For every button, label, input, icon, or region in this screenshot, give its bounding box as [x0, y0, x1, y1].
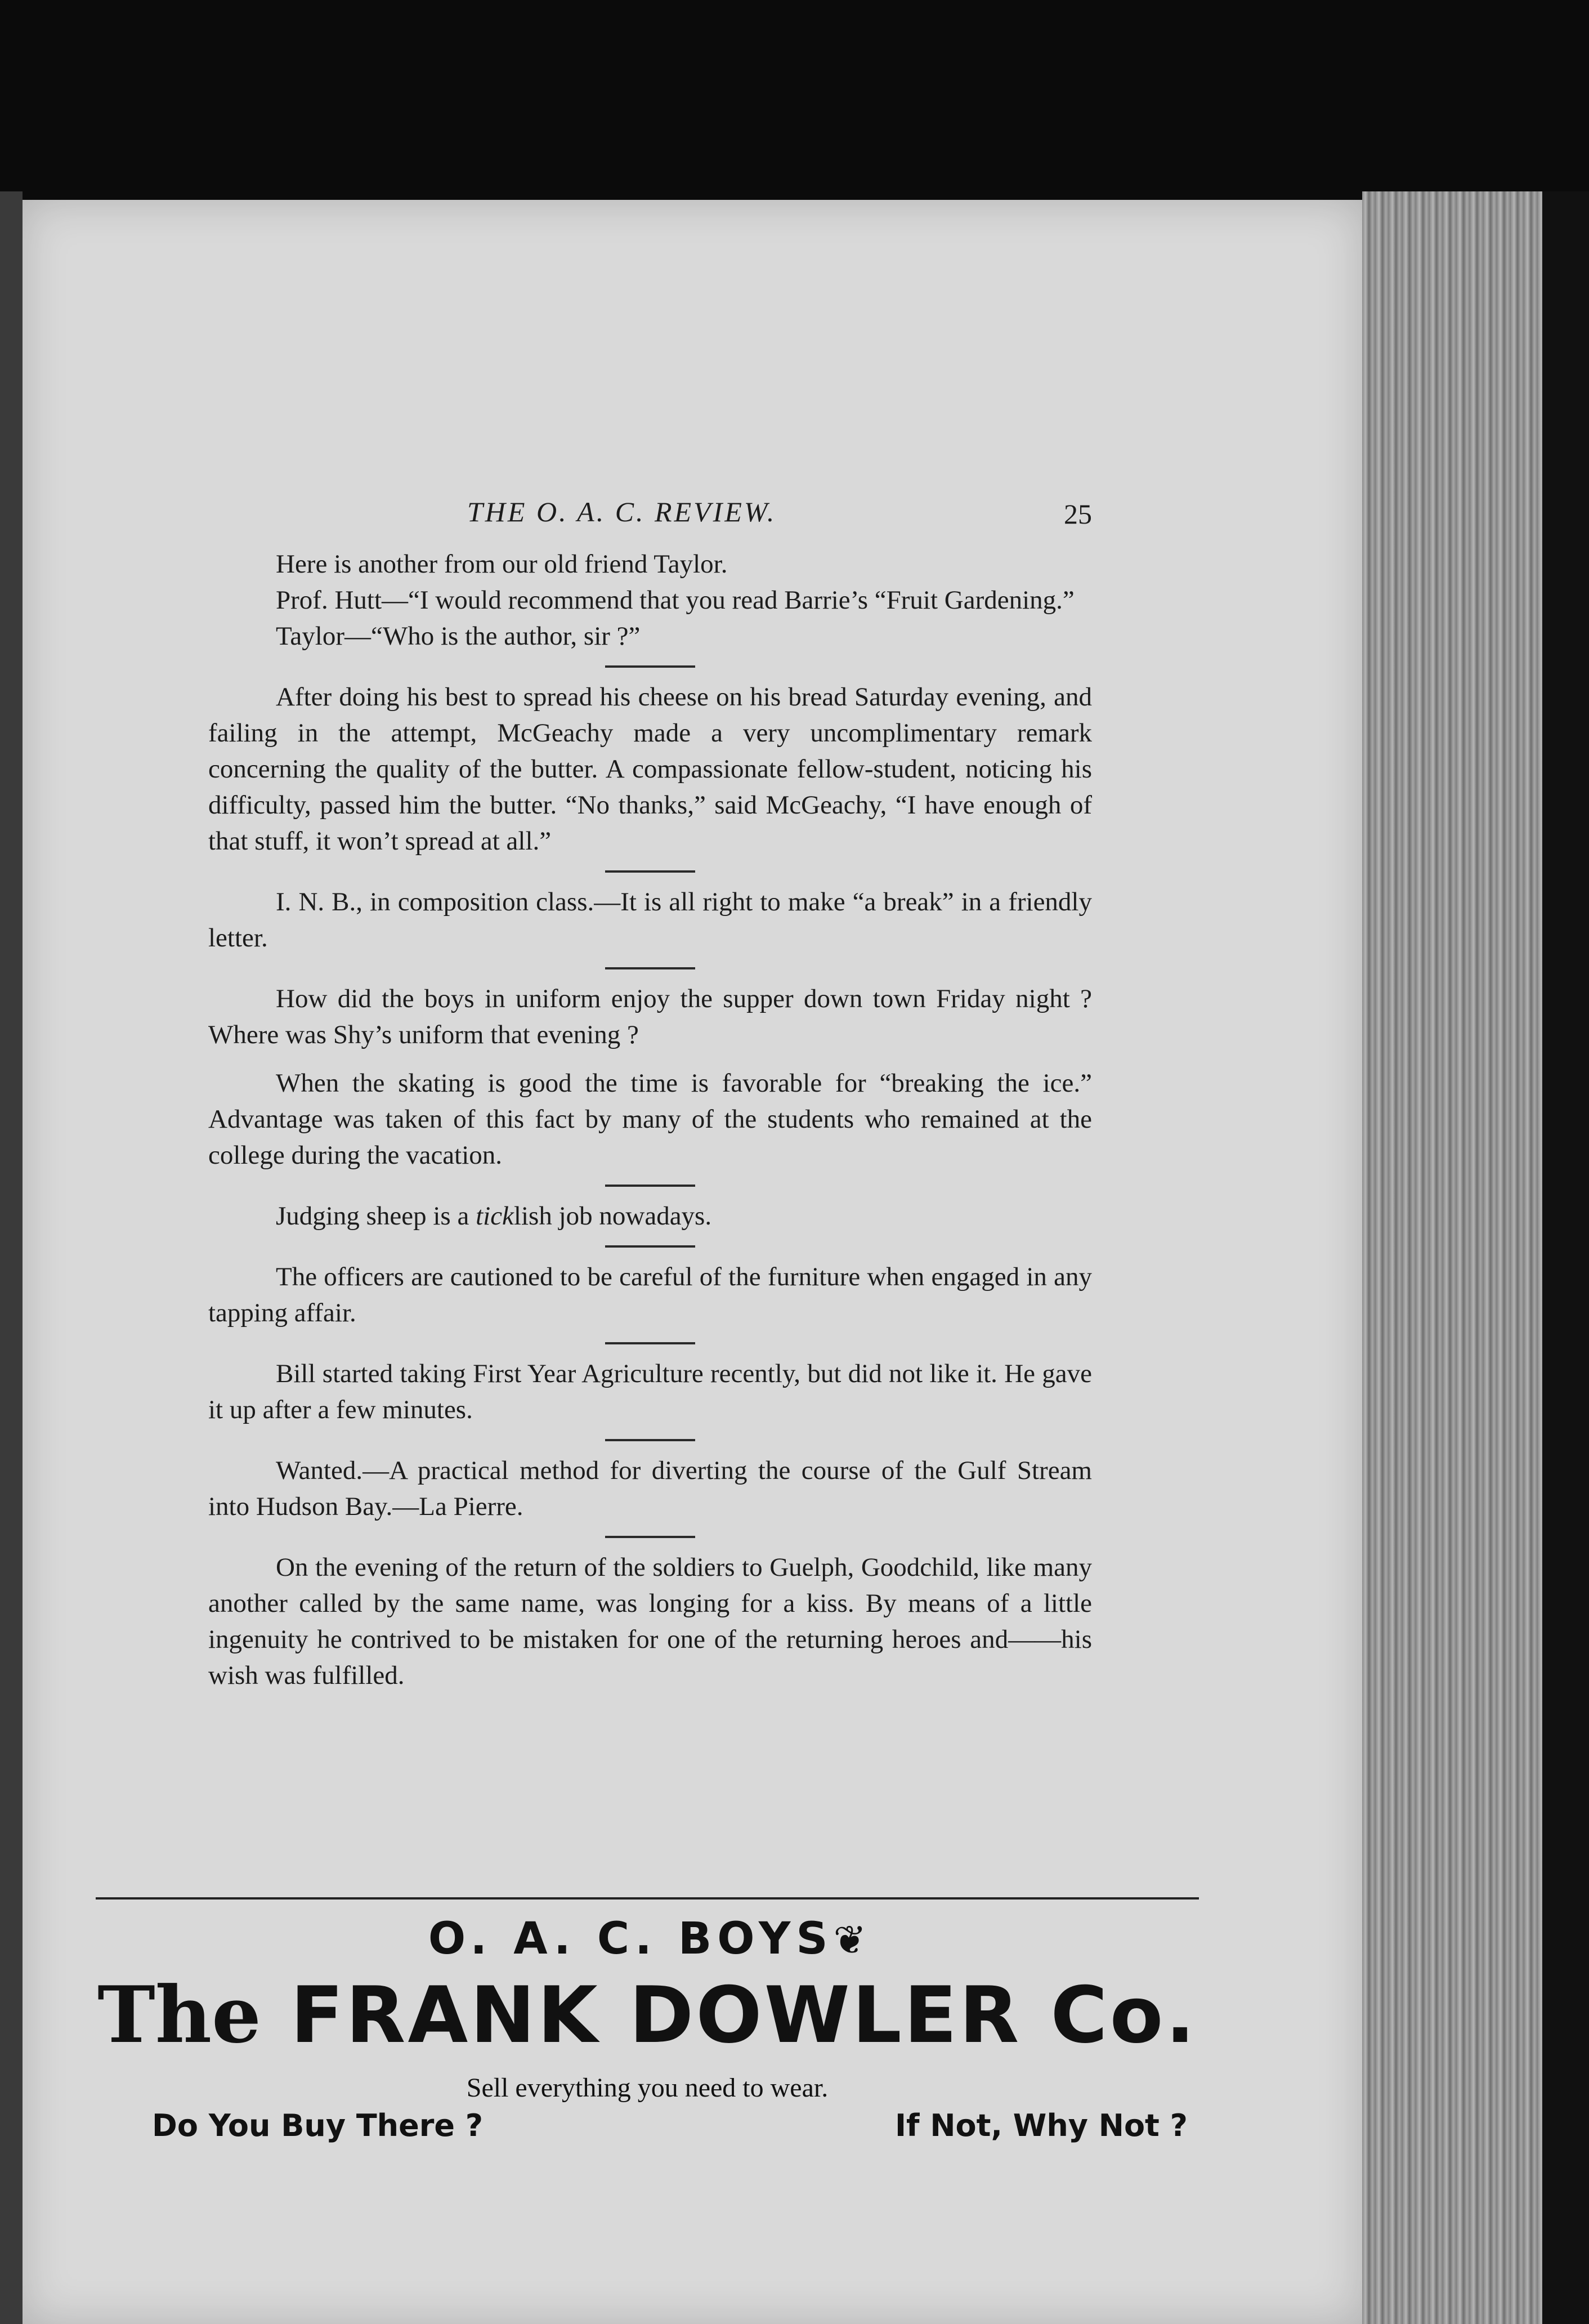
journal-title: THE O. A. C. REVIEW.	[467, 496, 777, 528]
ad-questions	[96, 2108, 1199, 2153]
separator-rule	[605, 967, 695, 969]
paragraph-uniform-supper: How did the boys in uniform enjoy the supper down town Friday night ? Where was Shy’s uniform that evening ?	[208, 984, 1092, 1049]
separator-rule	[605, 1185, 695, 1187]
paragraph-officers: The officers are cautioned to be careful of the furniture when engaged in any tapping affair.	[208, 1262, 1092, 1328]
separator-rule	[605, 1342, 695, 1344]
paragraph-wanted: Wanted.—A practical method for diverting the course of the Gulf Stream into Hudson Bay.—La Pierre.	[208, 1456, 1092, 1521]
ad-company-name	[96, 1967, 1199, 2063]
ad-tagline: Sell everything you need to wear.	[466, 2073, 829, 2103]
text-fragment: lish job nowadays.	[513, 1201, 712, 1231]
separator-rule	[605, 870, 695, 873]
italic-fragment: tick	[476, 1201, 514, 1231]
advertisement	[96, 1897, 1199, 2153]
text-fragment: Judging sheep is a	[276, 1201, 476, 1231]
ad-top-line	[96, 1911, 1199, 1967]
paragraph-mcgeachy: After doing his best to spread his cheese on his bread Saturday evening, and failing in the attempt, McGeachy made a very uncomplimentary remark concerning the quality of the butter. A compassionate fellow-student, noticing his difficulty, passed him the butter. “No thanks,” said McGeachy, “I have enough of that stuff, it won’t spread at all.”	[208, 682, 1092, 856]
paragraph-composition-class: I. N. B., in composition class.—It is all right to make “a break” in a friendly letter.	[208, 887, 1092, 953]
paragraph-prof-hutt: Prof. Hutt—“I would recommend that you read Barrie’s “Fruit Gardening.”	[276, 586, 1075, 615]
running-head	[208, 495, 1092, 546]
page-content	[208, 495, 1092, 1693]
left-binding-edge	[0, 191, 23, 2324]
advertisement-rule	[96, 1897, 1199, 1900]
paragraph-skating: When the skating is good the time is favorable for “breaking the ice.” Advantage was taken of this fact by many of the students who remained at the college during the vacation.	[208, 1069, 1092, 1170]
paragraph-taylor-reply: Taylor—“Who is the author, sir ?”	[276, 622, 641, 651]
ad-top-text: O. A. C. BOYS	[428, 1914, 834, 1964]
ad-left-question: Do You Buy There ?	[152, 2108, 484, 2143]
separator-rule	[605, 1536, 695, 1538]
flourish-icon: ❦	[833, 1917, 867, 1963]
ad-right-question: If Not, Why Not ?	[894, 2108, 1188, 2143]
right-dark-edge	[1542, 191, 1589, 2324]
paragraph-judging-sheep	[208, 1198, 1092, 1234]
ad-the: The	[97, 1969, 261, 2061]
paragraph-goodchild: On the evening of the return of the soldiers to Guelph, Goodchild, like many another called by the same name, was longing for a kiss. By means of a little ingenuity he contrived to be mistaken for one of the returning heroes and——his wish was fulfilled.	[208, 1553, 1092, 1690]
page-stack-edge	[1362, 191, 1542, 2324]
separator-rule	[605, 1439, 695, 1441]
ad-name: FRANK DOWLER Co.	[290, 1970, 1197, 2061]
paragraph-bill: Bill started taking First Year Agriculture recently, but did not like it. He gave it up after a few minutes.	[208, 1359, 1092, 1424]
separator-rule	[605, 1245, 695, 1248]
separator-rule	[605, 665, 695, 668]
page-number: 25	[1064, 498, 1092, 530]
paragraph-taylor-intro: Here is another from our old friend Taylor.	[276, 549, 728, 579]
